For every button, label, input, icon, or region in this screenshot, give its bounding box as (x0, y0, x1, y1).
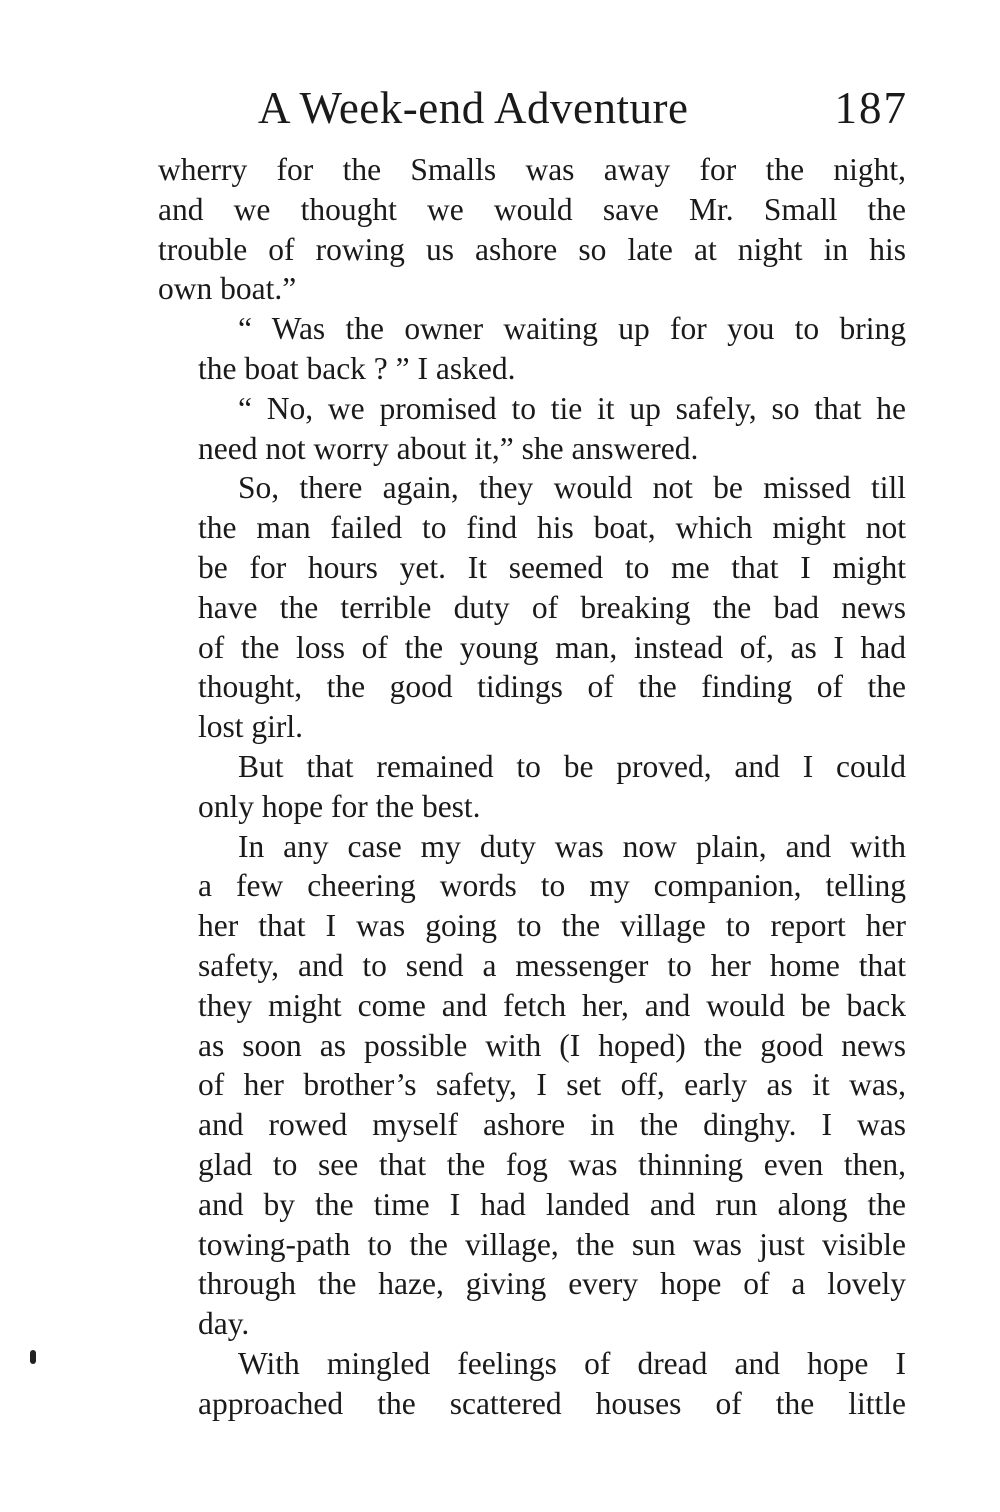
paragraph (158, 150, 906, 309)
text-line: So, there again, they would not be missed till (238, 470, 906, 506)
text-line: glad to see that the fog was thinning even then, (198, 1146, 906, 1182)
chapter-title: A Week-end Adventure (258, 83, 689, 133)
text-line: need not worry about it,” she answered. (198, 430, 699, 466)
text-line: a few cheering words to my companion, telling (198, 868, 906, 904)
text-line: trouble of rowing us ashore so late at night in his (158, 231, 906, 267)
text-line: as soon as possible with (I hoped) the good news (198, 1027, 906, 1063)
text-line: In any case my duty was now plain, and with (238, 828, 906, 864)
text-line: approached the scattered houses of the little (198, 1385, 906, 1421)
text-line: have the terrible duty of breaking the bad news (198, 589, 906, 625)
text-line: wherry for the Smalls was away for the night, (158, 152, 906, 187)
text-line: towing-path to the village, the sun was just visible (198, 1226, 906, 1262)
text-line: they might come and fetch her, and would be back (198, 987, 906, 1023)
text-line: through the haze, giving every hope of a lovely (198, 1266, 906, 1302)
paragraph (158, 468, 906, 747)
paragraph (158, 1344, 906, 1424)
text-line: own boat.” (158, 271, 297, 307)
text-line: lost girl. (198, 709, 304, 745)
paragraph (158, 389, 906, 469)
text-line: only hope for the best. (198, 788, 481, 824)
text-line: the boat back ? ” I asked. (198, 350, 516, 386)
text-line: and we thought we would save Mr. Small the (158, 191, 906, 227)
running-head (258, 78, 908, 138)
text-line: thought, the good tidings of the finding of the (198, 669, 906, 705)
text-line: of her brother’s safety, I set off, early as it was, (198, 1067, 906, 1103)
text-line: safety, and to send a messenger to her home that (198, 947, 906, 983)
body-text (158, 150, 906, 1424)
text-line: the man failed to find his boat, which might not (198, 510, 906, 546)
text-line: and by the time I had landed and run along the (198, 1186, 906, 1222)
paragraph (158, 827, 906, 1344)
page-number: 187 (834, 83, 908, 133)
paragraph (158, 309, 906, 389)
text-line: But that remained to be proved, and I could (238, 748, 906, 784)
text-line: and rowed myself ashore in the dinghy. I was (198, 1107, 906, 1143)
margin-ink-mark (30, 1350, 36, 1364)
text-line: of the loss of the young man, instead of, as I had (198, 629, 906, 665)
text-line: “ No, we promised to tie it up safely, so that he (238, 390, 906, 426)
text-line: day. (198, 1306, 250, 1342)
text-line: “ Was the owner waiting up for you to bring (238, 311, 906, 347)
text-line: be for hours yet. It seemed to me that I might (198, 549, 906, 585)
text-line: her that I was going to the village to report her (198, 908, 906, 944)
paragraph (158, 747, 906, 827)
text-line: With mingled feelings of dread and hope I (238, 1345, 906, 1381)
